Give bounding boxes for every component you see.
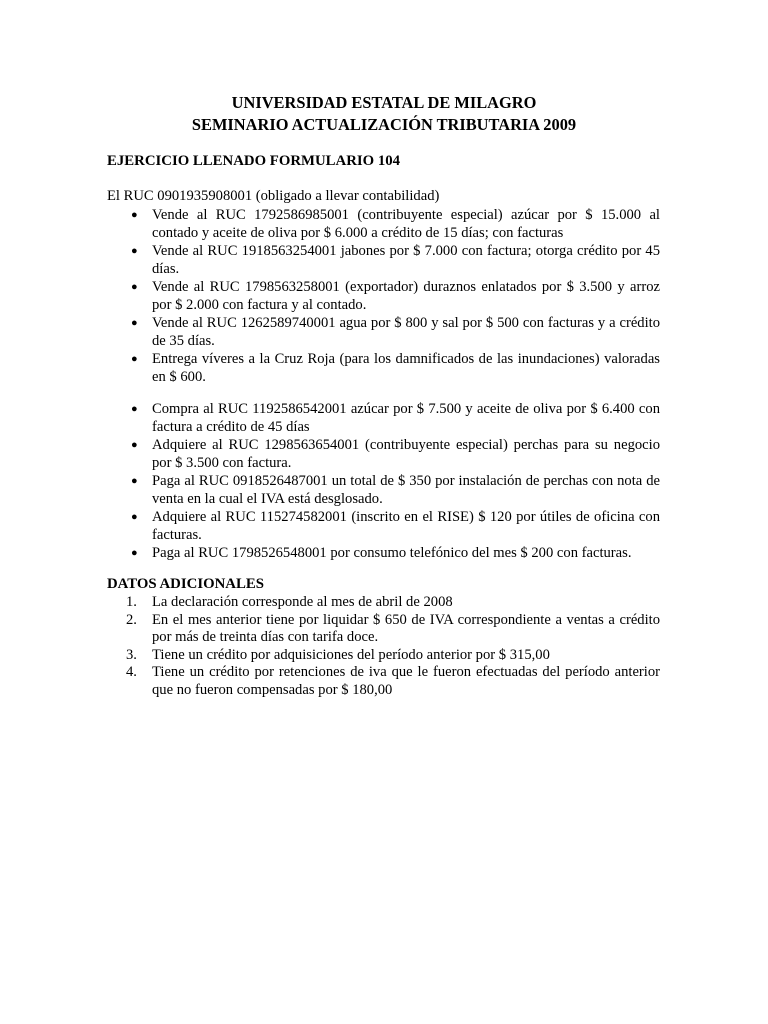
list-item-text: Adquiere al RUC 115274582001 (inscrito en el RISE) $ 120 por útiles de oficina con facturas. bbox=[152, 508, 660, 543]
list-item-text: En el mes anterior tiene por liquidar $ 650 de IVA correspondiente a ventas a crédito por más de treinta días con tarifa doce. bbox=[152, 611, 660, 646]
list-item-text: Vende al RUC 1792586985001 (contribuyente especial) azúcar por $ 15.000 al contado y aceite de oliva por $ 6.000 a crédito de 15 días; con facturas bbox=[152, 207, 660, 241]
item-number: 4. bbox=[126, 664, 137, 681]
list-item bbox=[0, 664, 660, 699]
document-title-seminar: SEMINARIO ACTUALIZACIÓN TRIBUTARIA 2009 bbox=[191, 115, 577, 134]
list-item-text: Entrega víveres a la Cruz Roja (para los damnificados de las inundaciones) valoradas en $ 600. bbox=[152, 350, 660, 385]
additional-data-list bbox=[0, 594, 660, 700]
exercise-heading: EJERCICIO LLENADO FORMULARIO 104 bbox=[107, 153, 401, 169]
list-item bbox=[0, 545, 660, 563]
sales-list bbox=[0, 207, 660, 387]
list-item bbox=[0, 243, 660, 278]
list-item bbox=[0, 351, 660, 386]
list-item-text: Paga al RUC 1798526548001 por consumo telefónico del mes $ 200 con facturas. bbox=[152, 544, 632, 561]
list-item-text: Tiene un crédito por retenciones de iva que le fueron efectuadas del período anterior que no fueron compensadas por $ 180,00 bbox=[152, 664, 660, 698]
bullet-icon: ● bbox=[131, 438, 138, 451]
item-number: 3. bbox=[126, 646, 137, 663]
list-item bbox=[0, 473, 660, 508]
list-item bbox=[0, 437, 660, 472]
bullet-icon: ● bbox=[131, 244, 138, 257]
list-item-text: Compra al RUC 1192586542001 azúcar por $ 7.500 y aceite de oliva por $ 6.400 con factura a crédito de 45 días bbox=[152, 401, 660, 435]
list-item-text: Vende al RUC 1798563258001 (exportador) duraznos enlatados por $ 3.500 y arroz por $ 2.000 con factura y al contado. bbox=[152, 278, 660, 313]
exercise-intro: El RUC 0901935908001 (obligado a llevar contabilidad) bbox=[107, 188, 440, 204]
item-number: 2. bbox=[126, 611, 137, 628]
list-item-text: Vende al RUC 1262589740001 agua por $ 800 y sal por $ 500 con facturas y a crédito de 35 días. bbox=[152, 314, 660, 349]
bullet-icon: ● bbox=[131, 280, 138, 293]
bullet-icon: ● bbox=[131, 474, 138, 487]
list-item-text: La declaración corresponde al mes de abril de 2008 bbox=[152, 594, 453, 610]
bullet-icon: ● bbox=[131, 352, 138, 365]
list-item-text: Adquiere al RUC 1298563654001 (contribuyente especial) perchas para su negocio por $ 3.500 con factura. bbox=[152, 436, 660, 471]
document-title-university: UNIVERSIDAD ESTATAL DE MILAGRO bbox=[231, 93, 537, 112]
item-number: 1. bbox=[126, 594, 137, 610]
purchases-list bbox=[0, 401, 660, 563]
bullet-icon: ● bbox=[131, 403, 138, 415]
bullet-icon: ● bbox=[131, 546, 138, 559]
list-item bbox=[0, 647, 660, 665]
additional-data-heading: DATOS ADICIONALES bbox=[107, 576, 264, 592]
list-item bbox=[0, 207, 660, 242]
list-item-text: Paga al RUC 0918526487001 un total de $ 350 por instalación de perchas con nota de venta en la cual el IVA está desglosado. bbox=[152, 472, 660, 507]
list-item-text: Tiene un crédito por adquisiciones del período anterior por $ 315,00 bbox=[152, 646, 550, 663]
list-item-text: Vende al RUC 1918563254001 jabones por $ 7.000 con factura; otorga crédito por 45 días. bbox=[152, 242, 660, 277]
list-item bbox=[0, 594, 660, 612]
list-item bbox=[0, 612, 660, 647]
bullet-icon: ● bbox=[131, 510, 138, 523]
bullet-icon: ● bbox=[131, 209, 138, 221]
list-item bbox=[0, 315, 660, 350]
bullet-icon: ● bbox=[131, 316, 138, 329]
list-item bbox=[0, 509, 660, 544]
list-item bbox=[0, 401, 660, 436]
list-item bbox=[0, 279, 660, 314]
